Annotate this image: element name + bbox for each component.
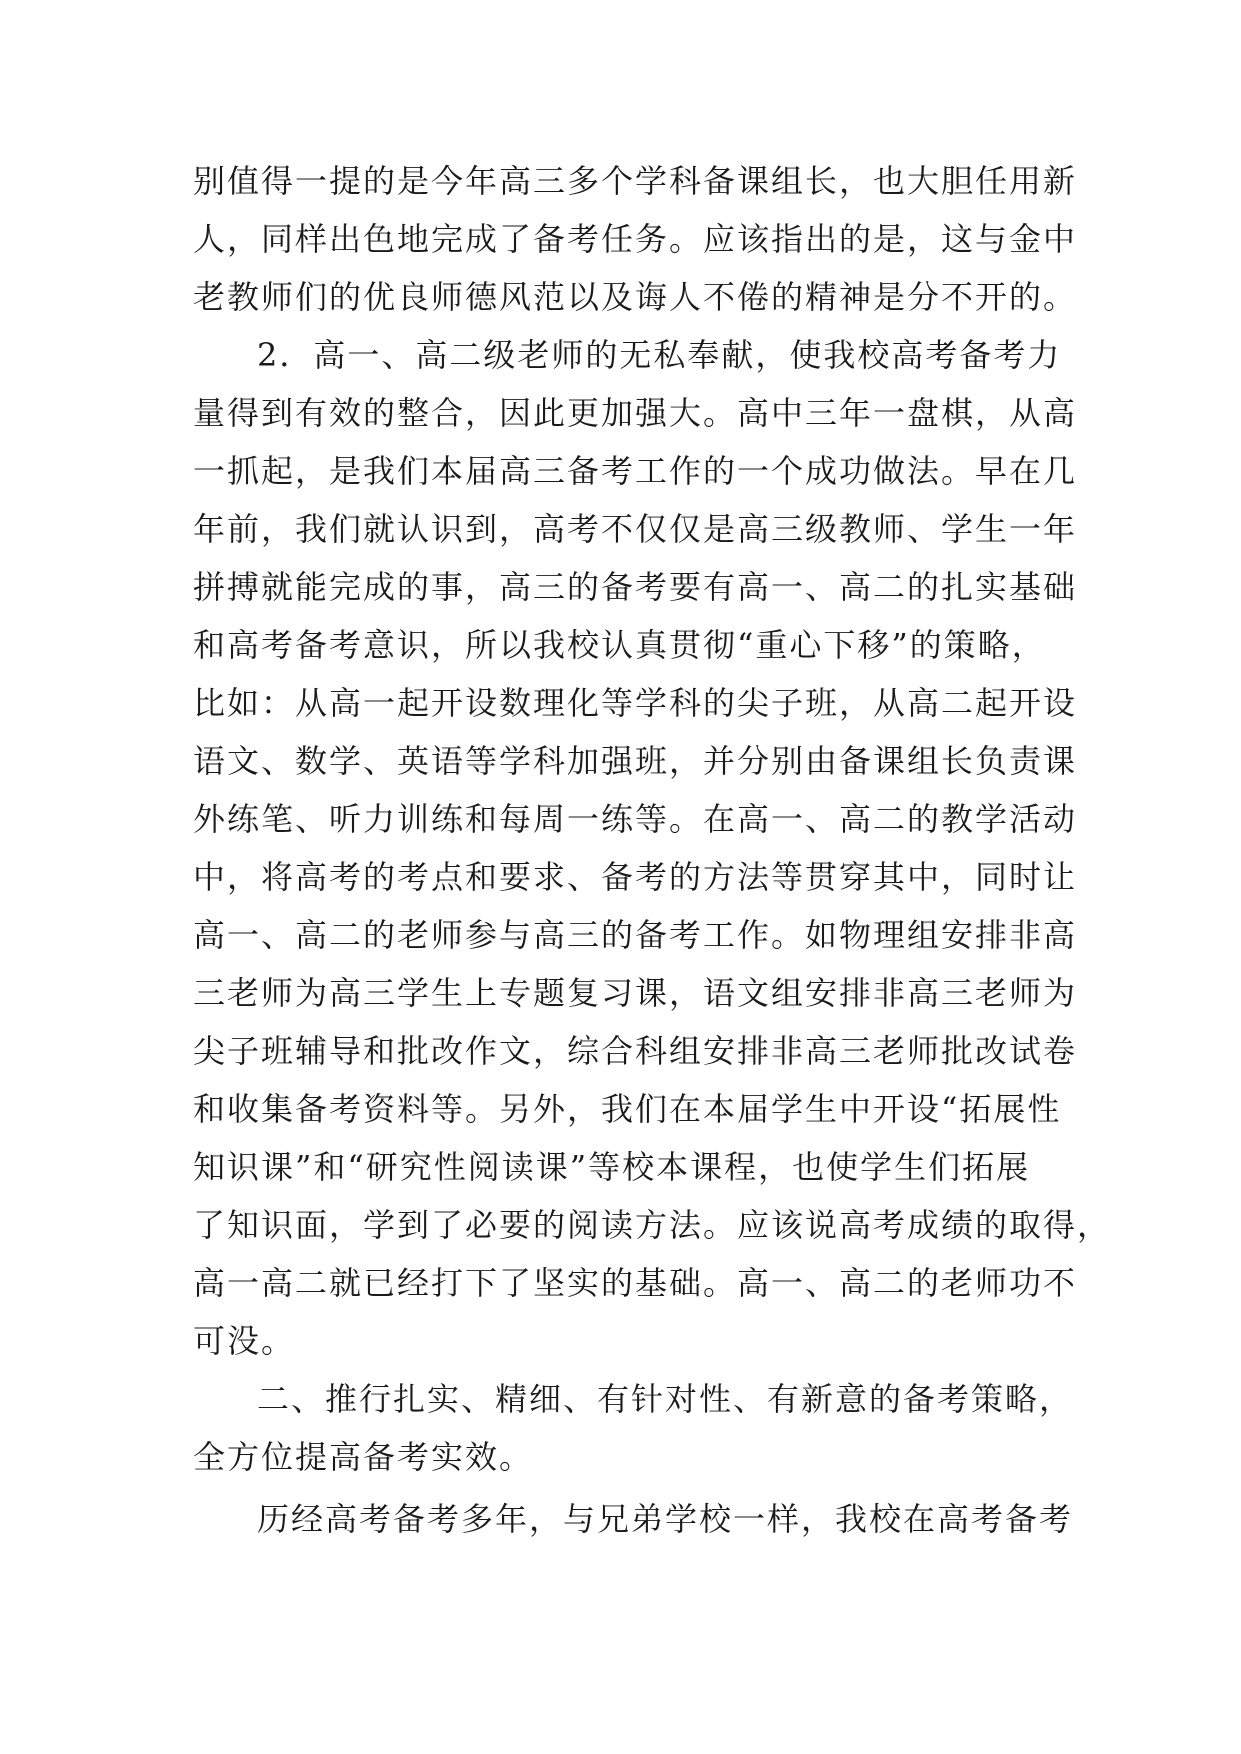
- body-text-line: 年前，我们就认识到，高考不仅仅是高三级教师、学生一年: [193, 510, 1078, 548]
- body-text-line: 人，同样出色地完成了备考任务。应该指出的是，这与金中: [193, 220, 1078, 258]
- body-text-line: 外练笔、听力训练和每周一练等。在高一、高二的教学活动: [193, 800, 1078, 838]
- body-text-line: 尖子班辅导和批改作文，综合科组安排非高三老师批改试卷: [193, 1032, 1078, 1070]
- body-text-line: 可没。: [193, 1322, 296, 1360]
- body-text-line: 高一高二就已经打下了坚实的基础。高一、高二的老师功不: [193, 1264, 1078, 1302]
- body-text-line: 语文、数学、英语等学科加强班，并分别由备课组长负责课: [193, 742, 1078, 780]
- body-text-line: 了知识面，学到了必要的阅读方法。应该说高考成绩的取得，: [193, 1206, 1112, 1244]
- body-text-line: 拼搏就能完成的事，高三的备考要有高一、高二的扎实基础: [193, 568, 1078, 606]
- body-text-line: 一抓起，是我们本届高三备考工作的一个成功做法。早在几: [193, 452, 1078, 490]
- body-text-line: 和收集备考资料等。另外，我们在本届学生中开设“拓展性: [193, 1090, 1062, 1128]
- body-text-line: 和高考备考意识，所以我校认真贯彻“重心下移”的策略，: [193, 626, 1046, 664]
- body-text-line: 比如：从高一起开设数理化等学科的尖子班，从高二起开设: [193, 684, 1078, 722]
- body-text-line: 历经高考备考多年，与兄弟学校一样，我校在高考备考: [257, 1500, 1074, 1538]
- body-text-line: 知识课”和“研究性阅读课”等校本课程，也使学生们拓展: [193, 1148, 1031, 1186]
- body-text-line: 老教师们的优良师德风范以及诲人不倦的精神是分不开的。: [193, 278, 1078, 316]
- body-text-line: 量得到有效的整合，因此更加强大。高中三年一盘棋，从高: [193, 394, 1078, 432]
- section-heading-continued: 全方位提高备考实效。: [193, 1438, 534, 1476]
- body-text-line: 2．高一、高二级老师的无私奉献，使我校高考备考力: [257, 336, 1062, 374]
- body-text-line: 中，将高考的考点和要求、备考的方法等贯穿其中，同时让: [193, 858, 1078, 896]
- section-heading: 二、推行扎实、精细、有针对性、有新意的备考策略，: [257, 1380, 1074, 1418]
- body-text-line: 三老师为高三学生上专题复习课，语文组安排非高三老师为: [193, 974, 1078, 1012]
- body-text-line: 别值得一提的是今年高三多个学科备课组长，也大胆任用新: [193, 162, 1078, 200]
- body-text-line: 高一、高二的老师参与高三的备考工作。如物理组安排非高: [193, 916, 1078, 954]
